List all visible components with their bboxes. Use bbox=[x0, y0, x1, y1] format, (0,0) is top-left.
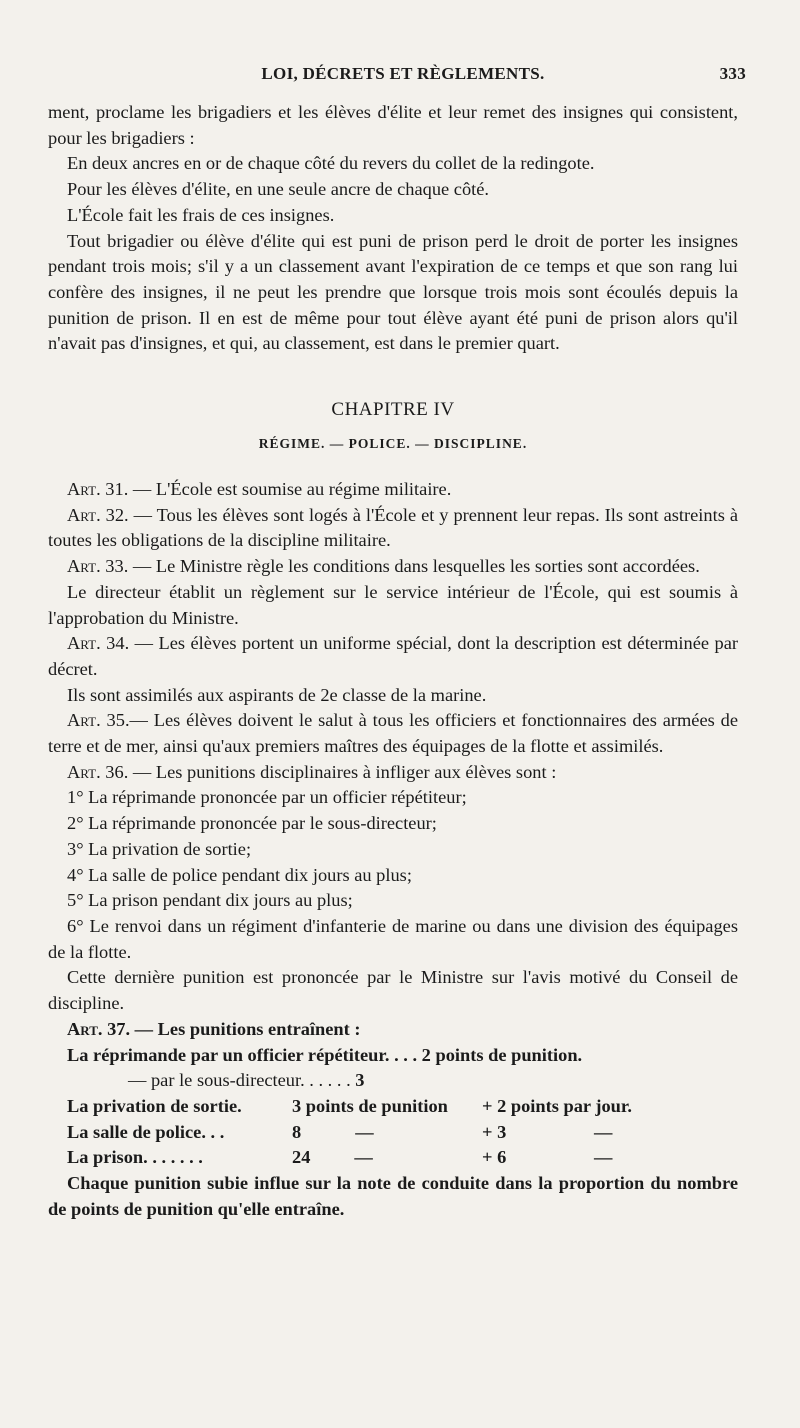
ditto-mark: — bbox=[355, 1121, 374, 1142]
table-cell-label: La réprimande par un officier répétiteur. . . . bbox=[67, 1044, 418, 1065]
table-cell-points: 2 points de punition. bbox=[421, 1044, 583, 1065]
article-31 bbox=[48, 477, 738, 503]
punishment-points-table bbox=[48, 1043, 738, 1172]
paragraph: En deux ancres en or de chaque côté du revers du collet de la redingote. bbox=[67, 153, 595, 174]
article-label: Art. 35. bbox=[67, 710, 130, 731]
article-text: — Les élèves portent un uniforme spécial, dont la description est déterminée par décret. bbox=[48, 633, 739, 679]
table-cell-base-points bbox=[292, 1145, 482, 1171]
table-row bbox=[48, 1043, 738, 1069]
running-header bbox=[60, 64, 746, 88]
paragraph: ment, proclame les brigadiers et les élèves d'élite et leur remet des insignes qui consistent, pour les brigadiers : bbox=[48, 102, 738, 148]
article-32 bbox=[48, 503, 738, 554]
article-text: — Les punitions disciplinaires à infliger aux élèves sont : bbox=[128, 761, 557, 782]
table-cell-base-points bbox=[292, 1120, 482, 1146]
table-cell-label: La privation de sortie. bbox=[67, 1095, 242, 1116]
table-row bbox=[48, 1120, 738, 1146]
ditto-mark: — bbox=[354, 1147, 373, 1168]
table-cell-base-points: 3 points de punition bbox=[292, 1095, 448, 1116]
article-36 bbox=[48, 760, 738, 786]
paragraph: L'École fait les frais de ces insignes. bbox=[67, 204, 335, 225]
list-item: 3° La privation de sortie; bbox=[67, 838, 252, 859]
paragraph: Le directeur établit un règlement sur le service intérieur de l'École, qui est soumis à l'approbation du Ministre. bbox=[48, 581, 738, 628]
ditto-mark: — bbox=[594, 1121, 613, 1142]
article-34 bbox=[48, 631, 738, 682]
article-label: Art. 36. bbox=[67, 761, 129, 782]
table-cell bbox=[48, 1043, 738, 1069]
table-cell-daily-points: + 2 points par jour. bbox=[482, 1095, 632, 1116]
table-cell-value: 8 bbox=[292, 1121, 302, 1142]
article-label: Art. 37. bbox=[67, 1018, 131, 1039]
article-label: Art. 33. bbox=[67, 556, 129, 577]
body-text bbox=[48, 100, 738, 1222]
article-label: Art. 31. bbox=[67, 479, 129, 500]
table-row bbox=[48, 1145, 738, 1171]
table-cell-label: La prison. . . . . . . bbox=[67, 1147, 203, 1168]
page-number: 333 bbox=[719, 64, 746, 83]
paragraph: Cette dernière punition est prononcée par le Ministre sur l'avis motivé du Conseil de discipline. bbox=[48, 967, 738, 1014]
ditto-mark: — bbox=[594, 1147, 613, 1168]
list-item: 5° La prison pendant dix jours au plus; bbox=[67, 890, 353, 911]
article-35 bbox=[48, 708, 738, 759]
table-cell-daily-points: + 3 bbox=[482, 1121, 507, 1142]
list-item: 4° La salle de police pendant dix jours au plus; bbox=[67, 864, 412, 885]
table-row bbox=[48, 1068, 738, 1094]
table-cell-label: — par le sous-directeur. . . . . . bbox=[128, 1070, 351, 1091]
closing-paragraph: Chaque punition subie influe sur la note de conduite dans la proportion du nombre de points de punition qu'elle entraîne. bbox=[48, 1173, 738, 1219]
table-cell-points: 3 bbox=[355, 1070, 365, 1091]
article-label: Art. 34. bbox=[67, 633, 130, 654]
table-cell-daily-points: + 6 bbox=[482, 1147, 507, 1168]
table-row bbox=[48, 1094, 738, 1120]
table-cell bbox=[48, 1068, 738, 1094]
article-label: Art. 32. bbox=[67, 504, 129, 525]
article-text: — Tous les élèves sont logés à l'École et y prennent leur repas. Ils sont astreints à toutes les obligations de la discipline militaire. bbox=[48, 504, 738, 551]
chapter-title: CHAPITRE IV bbox=[331, 399, 455, 421]
article-text: — Les punitions entraînent : bbox=[130, 1018, 361, 1039]
list-item: 1° La réprimande prononcée par un officier répétiteur; bbox=[67, 787, 467, 808]
table-cell-label: La salle de police. . . bbox=[67, 1121, 225, 1142]
list-item: 6° Le renvoi dans un régiment d'infanterie de marine ou dans une division des équipages de la flotte. bbox=[48, 915, 738, 962]
article-text: — Le Ministre règle les conditions dans lesquelles les sorties sont accordées. bbox=[128, 556, 700, 577]
paragraph: Ils sont assimilés aux aspirants de 2e classe de la marine. bbox=[67, 684, 487, 705]
article-33 bbox=[48, 554, 738, 580]
article-text: — Les élèves doivent le salut à tous les officiers et fonctionnaires des armées de terre et de mer, ainsi qu'aux premiers maîtres des équipages de la flotte et assimilés. bbox=[48, 710, 738, 757]
list-item: 2° La réprimande prononcée par le sous-directeur; bbox=[67, 813, 437, 834]
header-title: LOI, DÉCRETS ET RÈGLEMENTS. bbox=[261, 64, 545, 83]
paragraph: Pour les élèves d'élite, en une seule ancre de chaque côté. bbox=[67, 179, 490, 200]
table-cell-value: 24 bbox=[292, 1147, 311, 1168]
chapter-subtitle: RÉGIME. — POLICE. — DISCIPLINE. bbox=[258, 436, 528, 452]
article-text: — L'École est soumise au régime militaire. bbox=[128, 479, 452, 500]
paragraph: Tout brigadier ou élève d'élite qui est puni de prison perd le droit de porter les insignes pendant trois mois; s'il y a un classement avant l'expiration de ce temps et que son rang lui confère des insignes, il ne peut les prendre que lorsque trois mois sont écoulés depuis la punition de prison. Il en est de même pour tout élève ayant été puni de prison alors qu'il n'avait pas d'insignes, et qui, au classement, est dans le premier quart. bbox=[48, 230, 738, 354]
article-37 bbox=[48, 1017, 738, 1043]
